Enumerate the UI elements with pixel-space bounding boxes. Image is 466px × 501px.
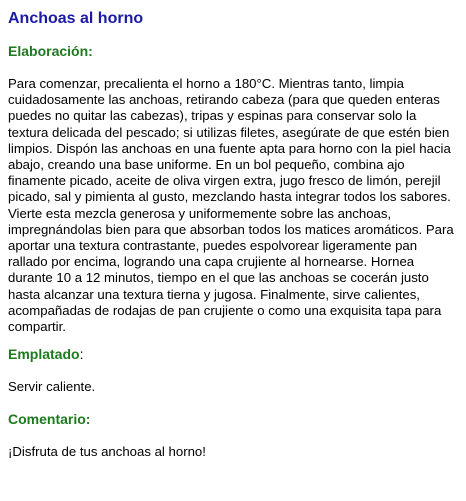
recipe-page: [8, 9, 458, 461]
elaboracion-text: Para comenzar, precalienta el horno a 180°C. Mientras tanto, limpia cuidadosamente las anchoas, retirando cabeza (para que queden enteras puedes no quitar las cabezas), tripas y espinas para conservar solo la textura delicada del pescado; si utilizas filetes, asegúrate de que estén bien limpios. Dispón las anchoas en una fuente apta para horno con la piel hacia abajo, creando una base uniforme. En un bol pequeño, combina ajo finamente picado, aceite de oliva virgen extra, jugo fresco de limón, perejil picado, sal y pimienta al gusto, mezclando hasta integrar todos los sabores. Vierte esta mezcla generosa y uniformemente sobre las anchoas, impregnándolas bien para que absorban todos los matices aromáticos. Para aportar una textura contrastante, puedes espolvorear ligeramente pan rallado por encima, logrando una capa crujiente al hornearse. Hornea durante 10 a 12 minutos, tiempo en el que las anchoas se cocerán justo hasta alcanzar una textura tierna y jugosa. Finalmente, sirve calientes, acompañadas de rodajas de pan crujiente o como una exquisita tapa para compartir.: [8, 76, 454, 335]
page-title: Anchoas al horno: [8, 10, 144, 27]
emplatado-text: Servir caliente.: [8, 379, 96, 395]
emplatado-heading-label: Emplatado: [8, 346, 80, 363]
comentario-heading: Comentario:: [8, 411, 91, 428]
elaboracion-heading: Elaboración:: [8, 43, 93, 59]
emplatado-heading: [8, 346, 458, 363]
comentario-text: ¡Disfruta de tus anchoas al horno!: [8, 444, 206, 460]
emplatado-heading-colon: :: [79, 346, 84, 363]
